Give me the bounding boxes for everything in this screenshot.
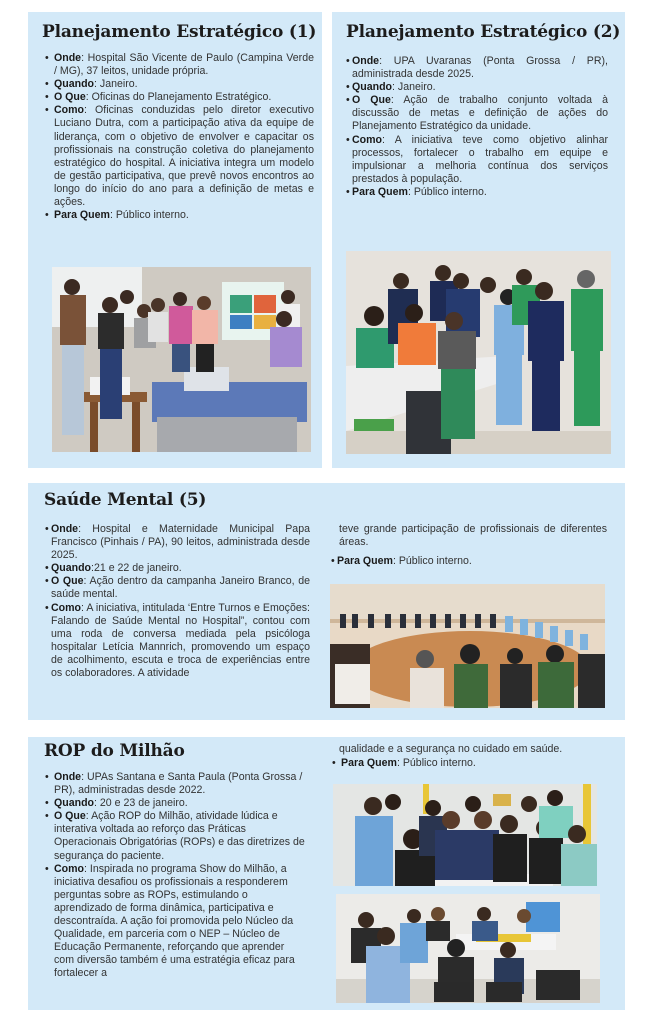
list-item-como: • Como: A iniciativa teve como objetivo alinhar processos, fortalecer o trabalho em equipe e impulsionar a melhoria contínua dos serviços prestados à população. <box>346 134 608 186</box>
list-item-onde: • Onde: UPA Uvaranas (Ponta Grossa / PR), administrada desde 2025. <box>346 55 608 81</box>
photo-rop-quiz-table <box>336 894 600 1003</box>
list-item-onde: • Onde: Hospital e Maternidade Municipal Papa Francisco (Pinhais / PA), 90 leitos, administrada desde 2025. <box>45 523 310 562</box>
info-list-continued <box>331 555 599 568</box>
section-rop-do-milhao <box>28 737 625 1010</box>
list-item-como: • Como: A iniciativa, intitulada ‘Entre Turnos e Emoções: Falando de Saúde Mental no Hospital”, contou com uma roda de conversa mediada pela psicóloga hospitalar Letícia Mannrich, promovendo um espaço de acolhimento, escuta e troca de experiências entre os colaboradores. A atividade <box>45 602 310 681</box>
list-item-oque: • O Que: Ação de trabalho conjunto voltada à discussão de metas e definição de ações do Planejamento Estratégico da unidade. <box>346 94 608 133</box>
photo-conversation-circle <box>330 584 605 708</box>
list-item-onde: • Onde: Hospital São Vicente de Paulo (Campina Verde / MG), 37 leitos, unidade própria. <box>44 52 314 78</box>
info-list-continued <box>331 757 601 770</box>
section-title: Planejamento Estratégico (2) <box>346 22 621 42</box>
section-title: Planejamento Estratégico (1) <box>42 22 317 42</box>
list-item-para-quem: • Para Quem: Público interno. <box>44 209 314 222</box>
list-item-quando: • Quando: Janeiro. <box>346 81 608 94</box>
section-saude-mental <box>28 483 625 720</box>
photo-rop-team <box>333 784 597 886</box>
section-title: Saúde Mental (5) <box>44 490 207 510</box>
list-item-para-quem: • Para Quem: Público interno. <box>346 186 608 199</box>
section-title: ROP do Milhão <box>44 741 185 761</box>
info-list <box>44 771 307 981</box>
list-item-oque: • O Que: Oficinas do Planejamento Estratégico. <box>44 91 314 104</box>
list-item-para-quem: • Para Quem: Público interno. <box>331 757 601 770</box>
list-item-quando: • Quando: 20 e 23 de janeiro. <box>44 797 307 810</box>
section-planejamento-1 <box>28 12 322 468</box>
photo-group-meeting-projector <box>52 267 311 452</box>
list-item-oque: • O Que: Ação dentro da campanha Janeiro Branco, de saúde mental. <box>45 575 310 601</box>
continued-text: qualidade e a segurança no cuidado em saúde. <box>339 743 563 755</box>
list-item-quando: • Quando:21 e 22 de janeiro. <box>45 562 310 575</box>
info-list <box>44 52 314 222</box>
photo-team-scrubs <box>346 251 611 454</box>
list-item-como: • Como: Inspirada no programa Show do Milhão, a iniciativa desafiou os profissionais a responderem perguntas sobre as ROPs, estimulando o aprendizado de forma dinâmica, participativa e descontraída. A ação foi promovida pelo Núcleo da Qualidade, em parceria com o NEP – Núcleo de Educação Permanente, reforçando que aprender com diversão também é uma estratégia eficaz para fortalecer a <box>44 863 307 981</box>
continued-text: teve grande participação de profissionais de diferentes áreas. <box>339 523 607 549</box>
info-list <box>45 523 310 680</box>
section-planejamento-2 <box>332 12 625 468</box>
list-item-como: • Como: Oficinas conduzidas pelo diretor executivo Luciano Dutra, com a participação ativa da equipe de liderança, com o objetivo de envolver e capacitar os profissionais na construção coletiva do planejamento estratégico do hospital. A iniciativa integra um modelo de gestão participativa, que prevê novos encontros ao longo do início do ano para a definição de metas e ações. <box>44 104 314 209</box>
list-item-oque: • O Que: Ação ROP do Milhão, atividade lúdica e interativa voltada ao reforço das Práticas Operacionais Obrigatórias (ROPs) e das diretrizes de segurança do paciente. <box>44 810 307 862</box>
info-list <box>346 55 608 199</box>
list-item-onde: • Onde: UPAs Santana e Santa Paula (Ponta Grossa / PR), administradas desde 2022. <box>44 771 307 797</box>
list-item-para-quem: • Para Quem: Público interno. <box>331 555 599 568</box>
list-item-quando: • Quando: Janeiro. <box>44 78 314 91</box>
